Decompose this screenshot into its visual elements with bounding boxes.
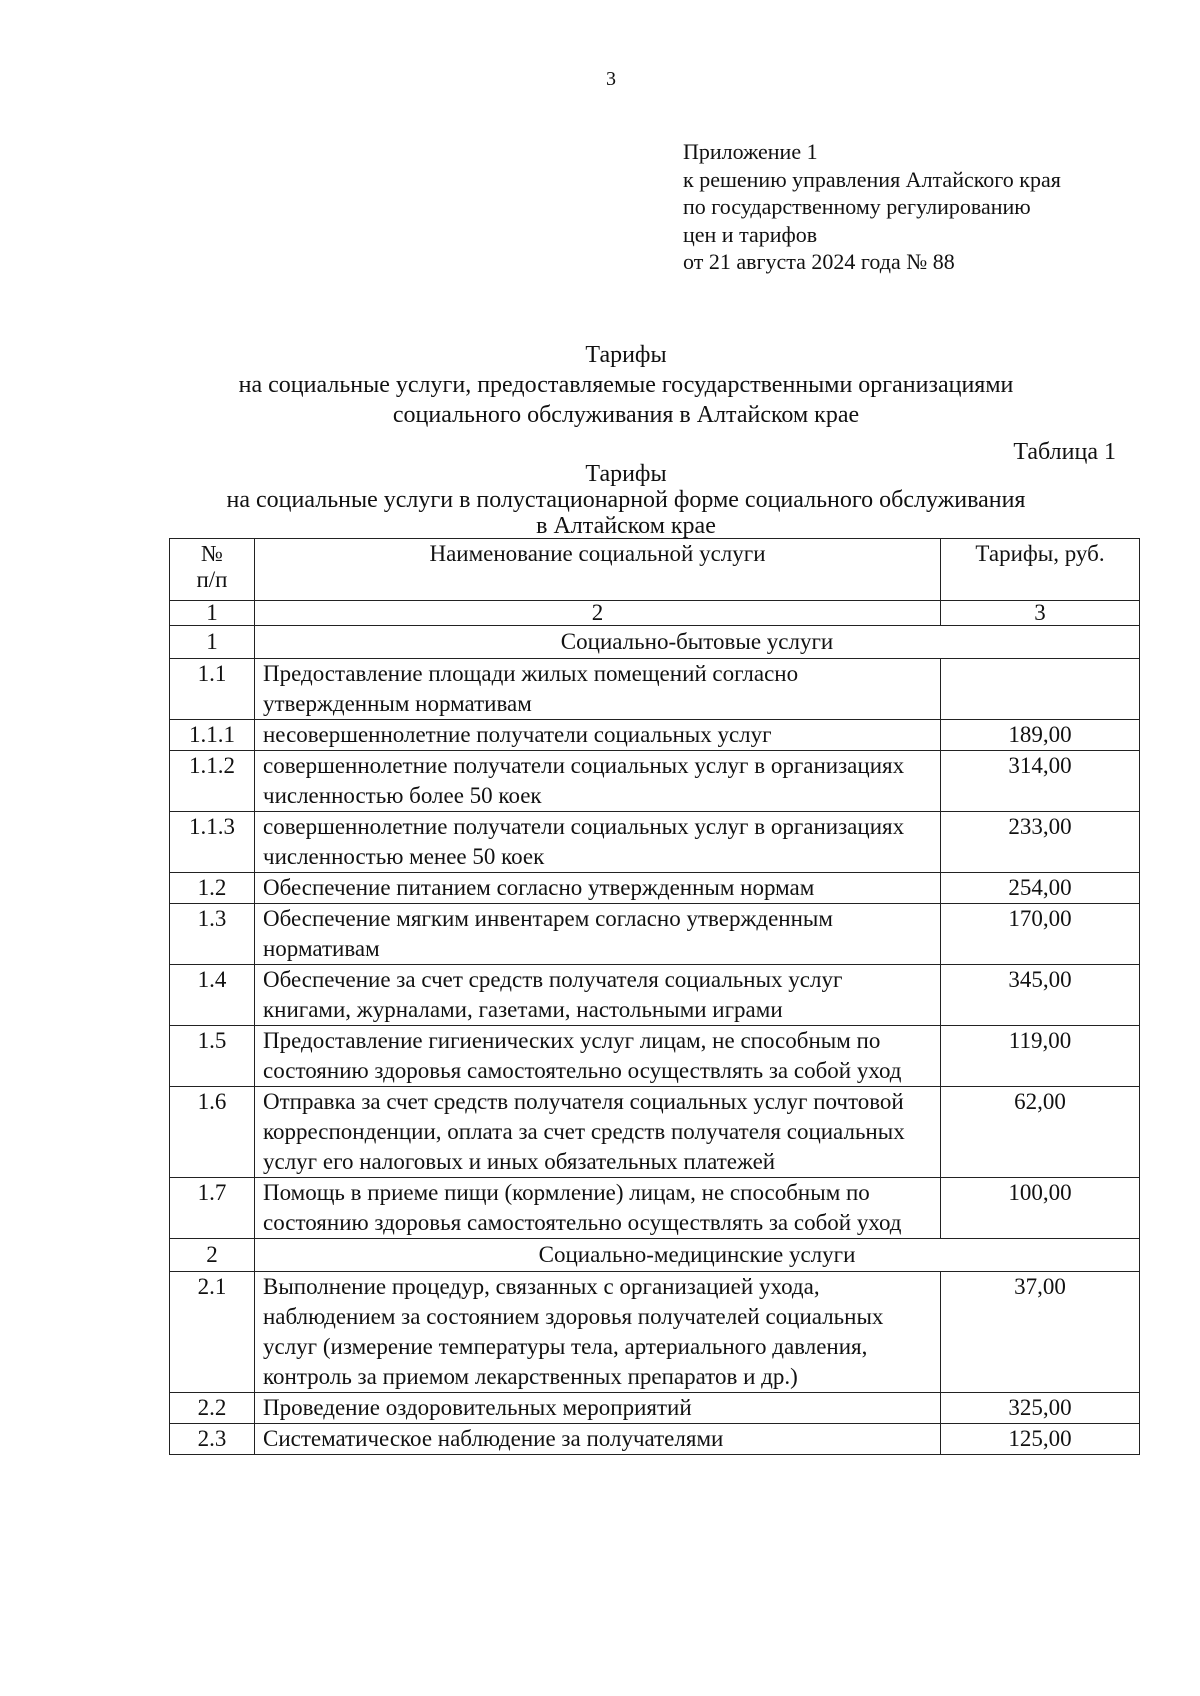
table-row xyxy=(170,720,1140,751)
table-row xyxy=(170,1393,1140,1424)
tariff-value: 189,00 xyxy=(941,720,1140,751)
tariffs-table xyxy=(169,538,1140,1455)
service-name: Отправка за счет средств получателя социальных услуг почтовой корреспонденции, оплата за счет средств получателя социальных услуг его налоговых и иных обязательных платежей xyxy=(255,1087,941,1178)
table-row xyxy=(170,1087,1140,1178)
tariff-value: 314,00 xyxy=(941,751,1140,812)
column-index: 1 xyxy=(170,601,255,626)
section-title: Социально-бытовые услуги xyxy=(255,626,1140,659)
table-title-line: Тарифы xyxy=(585,461,667,487)
tariff-value: 325,00 xyxy=(941,1393,1140,1424)
table-row xyxy=(170,904,1140,965)
table-row xyxy=(170,659,1140,720)
tariff-value: 100,00 xyxy=(941,1178,1140,1239)
tariff-value: 170,00 xyxy=(941,904,1140,965)
appendix-line: от 21 августа 2024 года № 88 xyxy=(683,249,955,274)
service-name: Обеспечение мягким инвентарем согласно утвержденным нормативам xyxy=(255,904,941,965)
tariff-value: 37,00 xyxy=(941,1272,1140,1393)
row-number: 1.7 xyxy=(170,1178,255,1239)
column-index-row xyxy=(170,601,1140,626)
row-number: 1.3 xyxy=(170,904,255,965)
service-name: Помощь в приеме пищи (кормление) лицам, не способным по состоянию здоровья самостоятельно осуществлять за собой уход xyxy=(255,1178,941,1239)
table-title-line: в Алтайском крае xyxy=(536,513,716,539)
service-name: совершеннолетние получатели социальных услуг в организациях численностью менее 50 коек xyxy=(255,812,941,873)
column-index: 3 xyxy=(941,601,1140,626)
service-name: Проведение оздоровительных мероприятий xyxy=(255,1393,941,1424)
column-index: 2 xyxy=(255,601,941,626)
row-number: 1.1.1 xyxy=(170,720,255,751)
table-title xyxy=(0,461,1200,539)
header-service-name: Наименование социальной услуги xyxy=(255,539,941,601)
row-number: 1.1.2 xyxy=(170,751,255,812)
table-row xyxy=(170,1272,1140,1393)
row-number: 1.6 xyxy=(170,1087,255,1178)
row-number: 1.2 xyxy=(170,873,255,904)
service-name: Обеспечение за счет средств получателя социальных услуг книгами, журналами, газетами, настольными играми xyxy=(255,965,941,1026)
row-number: 2.2 xyxy=(170,1393,255,1424)
tariff-value: 119,00 xyxy=(941,1026,1140,1087)
row-number: 1.1 xyxy=(170,659,255,720)
tariff-value: 345,00 xyxy=(941,965,1140,1026)
service-name: Систематическое наблюдение за получателями xyxy=(255,1424,941,1455)
header-number xyxy=(170,539,255,601)
table-label: Таблица 1 xyxy=(1013,439,1116,465)
table-title-line: на социальные услуги в полустационарной форме социального обслуживания xyxy=(226,487,1026,513)
section-title: Социально-медицинские услуги xyxy=(255,1239,1140,1272)
main-title xyxy=(0,340,1200,430)
row-number: 2 xyxy=(170,1239,255,1272)
row-number: 1.4 xyxy=(170,965,255,1026)
main-title-line: социального обслуживания в Алтайском крае xyxy=(392,402,860,428)
header-number-line: п/п xyxy=(196,567,228,592)
service-name: Предоставление площади жилых помещений согласно утвержденным нормативам xyxy=(255,659,941,720)
table-row xyxy=(170,965,1140,1026)
header-tariff: Тарифы, руб. xyxy=(941,539,1140,601)
table-row xyxy=(170,1026,1140,1087)
row-number: 1 xyxy=(170,626,255,659)
appendix-line: цен и тарифов xyxy=(683,221,818,247)
appendix-block xyxy=(683,138,1061,276)
service-name: Выполнение процедур, связанных с организацией ухода, наблюдением за состоянием здоровья получателей социальных услуг (измерение температуры тела, артериального давления, контроль за приемом лекарственных препаратов и др.) xyxy=(255,1272,941,1393)
row-number: 1.1.3 xyxy=(170,812,255,873)
table-header-row xyxy=(170,539,1140,601)
row-number: 2.3 xyxy=(170,1424,255,1455)
page-number: 3 xyxy=(606,68,616,90)
service-name: совершеннолетние получатели социальных услуг в организациях численностью более 50 коек xyxy=(255,751,941,812)
appendix-line: по государственному регулированию xyxy=(683,194,1031,219)
table-row xyxy=(170,751,1140,812)
service-name: несовершеннолетние получатели социальных услуг xyxy=(255,720,941,751)
main-title-line: Тарифы xyxy=(585,342,667,368)
tariff-value: 233,00 xyxy=(941,812,1140,873)
header-number-line: № xyxy=(201,541,223,566)
tariff-value: 62,00 xyxy=(941,1087,1140,1178)
table-row xyxy=(170,1424,1140,1455)
appendix-line: Приложение 1 xyxy=(683,139,818,164)
table-row xyxy=(170,1178,1140,1239)
tariff-value xyxy=(941,659,1140,720)
row-number: 1.5 xyxy=(170,1026,255,1087)
row-number: 2.1 xyxy=(170,1272,255,1393)
section-row xyxy=(170,1239,1140,1272)
tariff-value: 254,00 xyxy=(941,873,1140,904)
table-row xyxy=(170,873,1140,904)
appendix-line: к решению управления Алтайского края xyxy=(683,166,1061,192)
service-name: Предоставление гигиенических услуг лицам, не способным по состоянию здоровья самостоятельно осуществлять за собой уход xyxy=(255,1026,941,1087)
table-row xyxy=(170,812,1140,873)
tariff-value: 125,00 xyxy=(941,1424,1140,1455)
section-row xyxy=(170,626,1140,659)
main-title-line: на социальные услуги, предоставляемые государственными организациями xyxy=(238,372,1014,398)
service-name: Обеспечение питанием согласно утвержденным нормам xyxy=(255,873,941,904)
